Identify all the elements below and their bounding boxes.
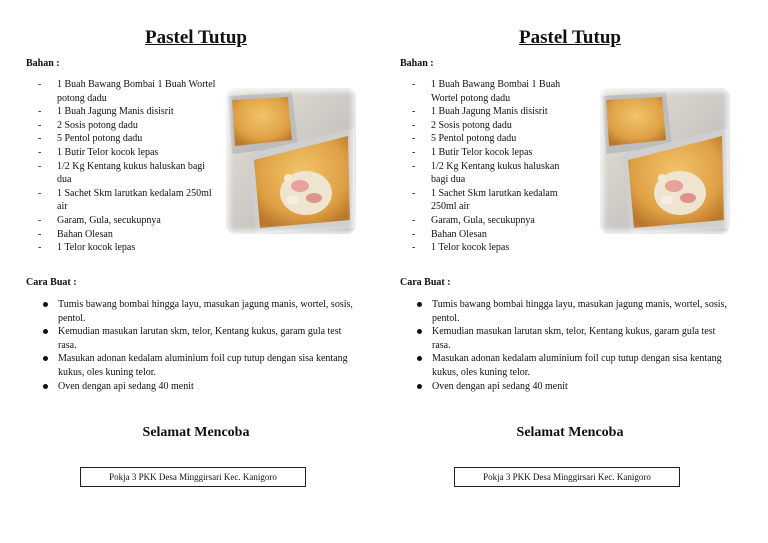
ingredient-item: - 1 Telor kocok lepas xyxy=(412,241,574,255)
footer-text: Pokja 3 PKK Desa Minggirsari Kec. Kanigoro xyxy=(483,472,651,482)
ingredient-item: - Bahan Olesan xyxy=(38,228,218,242)
ingredient-item: - Bahan Olesan xyxy=(412,228,574,242)
ingredient-item: - 1 Sachet Skm larutkan kedalam 250ml air xyxy=(38,187,218,214)
ingredients-heading: Bahan : xyxy=(400,58,434,69)
ingredient-item: - 5 Pentol potong dadu xyxy=(38,132,218,146)
step-item: Tumis bawang bombai hingga layu, masukan jagung manis, wortel, sosis, pentol. xyxy=(412,298,730,325)
ingredient-item: - 1 Buah Bawang Bombai 1 Buah Wortel potong dadu xyxy=(38,78,218,105)
recipe-title: Pastel Tutup xyxy=(145,27,247,48)
ingredient-item: - 1 Telor kocok lepas xyxy=(38,241,218,255)
step-item: Masukan adonan kedalam aluminium foil cup tutup dengan sisa kentang kukus, oles kuning telor. xyxy=(412,352,730,379)
ingredient-item: - Garam, Gula, secukupnya xyxy=(38,214,218,228)
ingredient-item: - 1/2 Kg Kentang kukus haluskan bagi dua xyxy=(38,160,218,187)
ingredients-list xyxy=(38,78,218,255)
steps-heading: Cara Buat : xyxy=(400,277,451,288)
closing-text: Selamat Mencoba xyxy=(516,425,624,440)
steps-list xyxy=(38,298,356,393)
ingredient-item: - 5 Pentol potong dadu xyxy=(412,132,574,146)
step-item: Kemudian masukan larutan skm, telor, Kentang kukus, garam gula test rasa. xyxy=(38,325,356,352)
ingredient-item: - 1 Butir Telor kocok lepas xyxy=(412,146,574,160)
ingredient-item: - 1/2 Kg Kentang kukus haluskan bagi dua xyxy=(412,160,574,187)
step-item: Oven dengan api sedang 40 menit xyxy=(412,380,730,394)
ingredient-item: - 1 Butir Telor kocok lepas xyxy=(38,146,218,160)
step-item: Kemudian masukan larutan skm, telor, Kentang kukus, garam gula test rasa. xyxy=(412,325,730,352)
ingredient-item: - 1 Buah Bawang Bombai 1 Buah Wortel potong dadu xyxy=(412,78,574,105)
ingredient-item: - 2 Sosis potong dadu xyxy=(38,119,218,133)
footer-box xyxy=(454,467,680,487)
pastel-tutup-photo xyxy=(226,88,356,234)
steps-heading: Cara Buat : xyxy=(26,277,77,288)
ingredient-item: - 1 Buah Jagung Manis disisrit xyxy=(38,105,218,119)
ingredients-heading: Bahan : xyxy=(26,58,60,69)
recipe-title: Pastel Tutup xyxy=(519,27,621,48)
ingredient-item: - 1 Buah Jagung Manis disisrit xyxy=(412,105,574,119)
closing-text: Selamat Mencoba xyxy=(142,425,250,440)
recipe-page-right xyxy=(392,0,752,543)
ingredients-list xyxy=(412,78,574,255)
step-item: Oven dengan api sedang 40 menit xyxy=(38,380,356,394)
ingredient-item: - Garam, Gula, secukupnya xyxy=(412,214,574,228)
pastel-tutup-photo xyxy=(600,88,730,234)
recipe-page-left xyxy=(18,0,378,543)
steps-list xyxy=(412,298,730,393)
ingredient-item: - 1 Sachet Skm larutkan kedalam 250ml air xyxy=(412,187,574,214)
ingredient-item: - 2 Sosis potong dadu xyxy=(412,119,574,133)
footer-box xyxy=(80,467,306,487)
step-item: Tumis bawang bombai hingga layu, masukan jagung manis, wortel, sosis, pentol. xyxy=(38,298,356,325)
step-item: Masukan adonan kedalam aluminium foil cup tutup dengan sisa kentang kukus, oles kuning telor. xyxy=(38,352,356,379)
footer-text: Pokja 3 PKK Desa Minggirsari Kec. Kanigoro xyxy=(109,472,277,482)
